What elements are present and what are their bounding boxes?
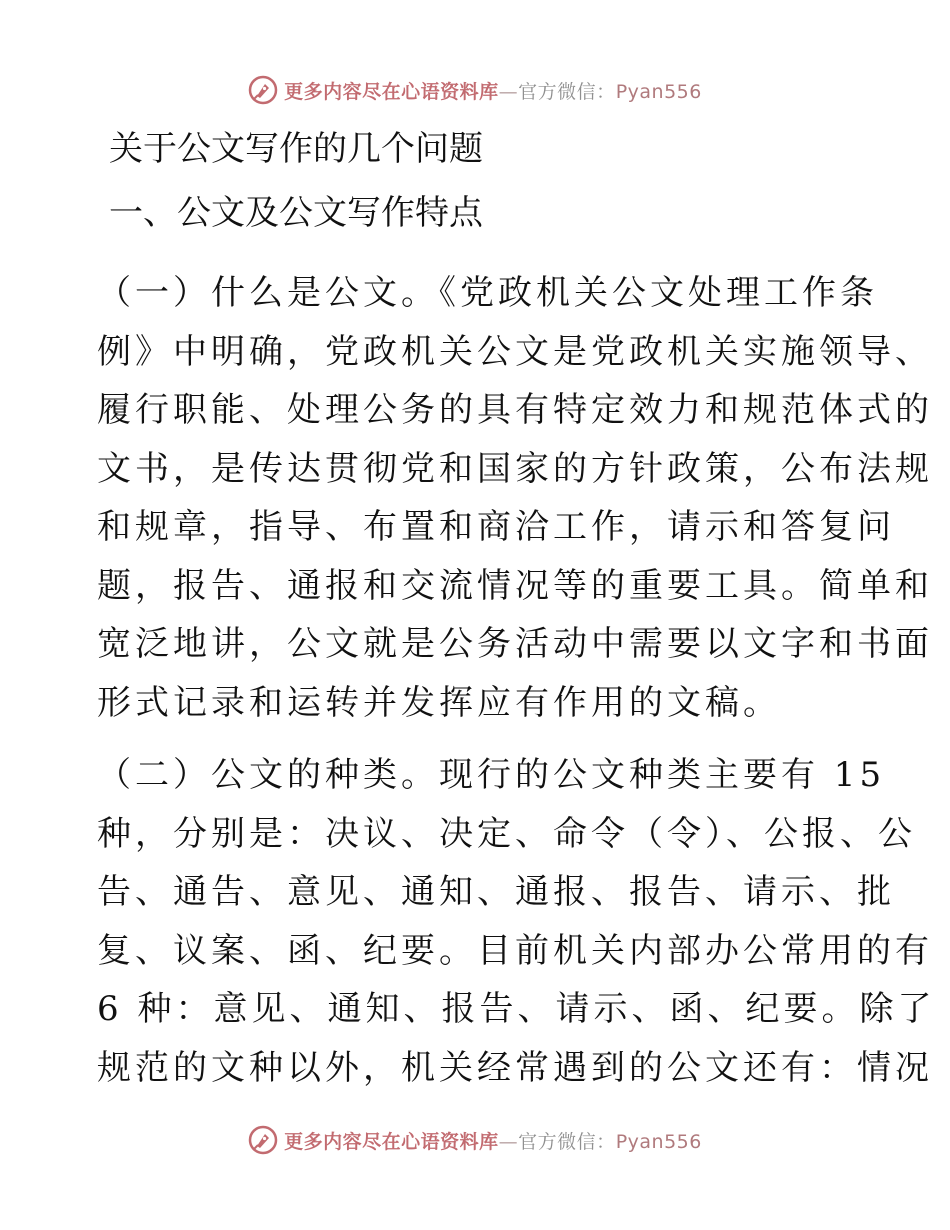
paragraph-line: 履行职能、处理公务的具有特定效力和规范体式的 (97, 390, 933, 430)
paragraph-line: 文书，是传达贯彻党和国家的方针政策，公布法规 (97, 448, 933, 489)
paragraph-definition (97, 264, 933, 732)
section-heading: 一、公文及公文写作特点 (109, 193, 483, 233)
watermark-separator: — (498, 80, 519, 103)
watermark-wechat-label: 官方微信： (518, 1130, 616, 1153)
paragraph-line: 种，分别是：决议、决定、命令（令）、公报、公 (97, 813, 916, 854)
watermark-text (284, 1127, 702, 1154)
paragraph-line: （二）公文的种类。现行的公文种类主要有 15 (97, 755, 886, 795)
watermark-text (284, 77, 702, 104)
pen-nib-logo-icon (248, 75, 278, 105)
watermark-brand: 更多内容尽在心语资料库 (284, 1130, 499, 1153)
paragraph-line: 例》中明确，党政机关公文是党政机关实施领导、 (97, 331, 933, 372)
paragraph-line: 规范的文种以外，机关经常遇到的公文还有：情况 (97, 1047, 933, 1088)
document-title: 关于公文写作的几个问题 (109, 129, 483, 169)
paragraph-line: 和规章，指导、布置和商洽工作，请示和答复问 (97, 507, 895, 547)
watermark-wechat-id: Pyan556 (615, 80, 702, 103)
paragraph-line: 复、议案、函、纪要。目前机关内部办公常用的有 (97, 930, 933, 971)
paragraph-line: 告、通告、意见、通知、通报、报告、请示、批 (97, 872, 895, 912)
watermark-separator: — (498, 1130, 519, 1153)
paragraph-line: 题，报告、通报和交流情况等的重要工具。简单和 (97, 565, 933, 606)
watermark-footer (0, 1120, 950, 1160)
paragraph-line: （一）什么是公文。《党政机关公文处理工作条 (97, 273, 878, 313)
watermark-wechat-id: Pyan556 (615, 1130, 702, 1153)
watermark-brand: 更多内容尽在心语资料库 (284, 80, 499, 103)
paragraph-line: 宽泛地讲，公文就是公务活动中需要以文字和书面 (97, 624, 933, 664)
paragraph-types (97, 746, 936, 1097)
document-body (97, 118, 936, 1097)
paragraph-line: 形式记录和运转并发挥应有作用的文稿。 (97, 682, 781, 723)
pen-nib-logo-icon (248, 1125, 278, 1155)
paragraph-line: 6 种：意见、通知、报告、请示、函、纪要。除了 (97, 989, 936, 1029)
watermark-header (0, 70, 950, 110)
watermark-wechat-label: 官方微信： (518, 80, 616, 103)
